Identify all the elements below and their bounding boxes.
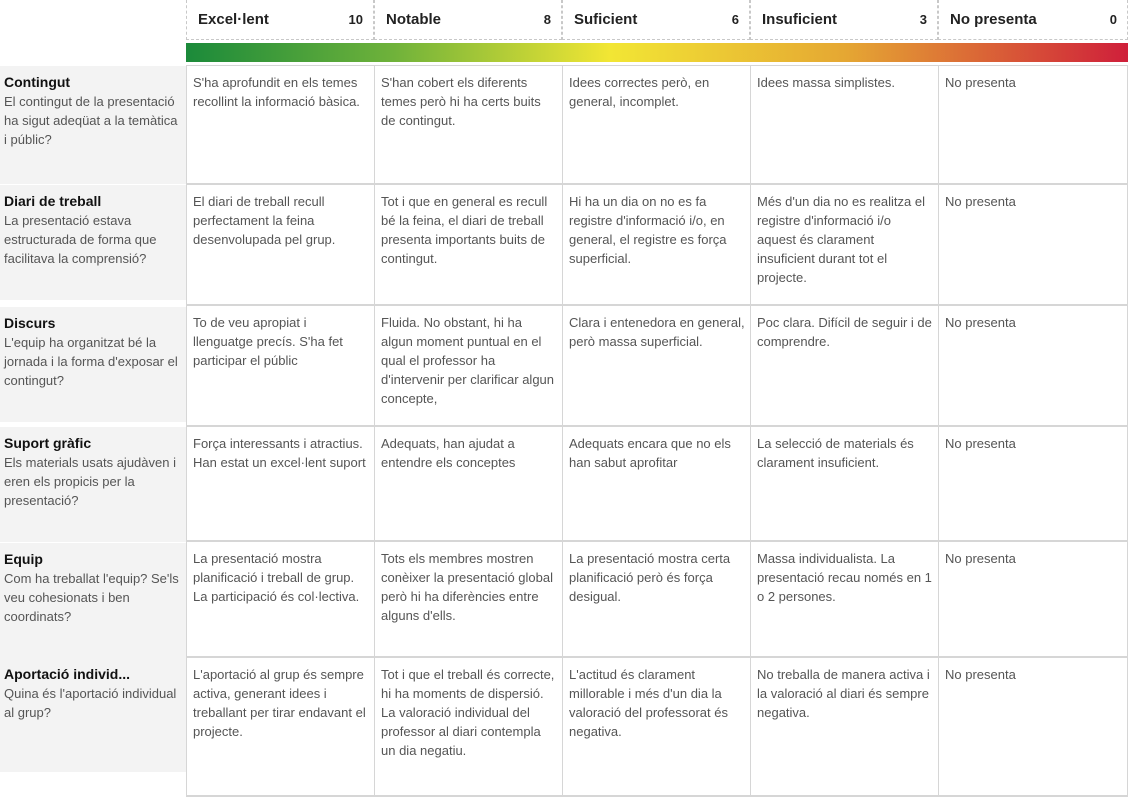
rubric-cell[interactable]: Adequats, han ajudat a entendre els conceptes: [374, 427, 562, 540]
rubric-cell[interactable]: Hi ha un dia on no es fa registre d'informació i/o, en general, el registre es força superficial.: [562, 185, 750, 304]
level-points: 8: [543, 12, 551, 27]
rubric-cell[interactable]: Idees correctes però, en general, incomplet.: [562, 66, 750, 183]
rubric-cell[interactable]: L'aportació al grup és sempre activa, generant idees i treballant per tirar endavant el projecte.: [186, 658, 374, 795]
rubric-cell[interactable]: Força interessants i atractius. Han estat un excel·lent suport: [186, 427, 374, 540]
rubric-cell[interactable]: S'han cobert els diferents temes però hi ha certs buits de contingut.: [374, 66, 562, 183]
level-label: Excel·lent: [198, 11, 269, 28]
level-header-notable: [374, 0, 562, 40]
rubric-cell[interactable]: No presenta: [938, 306, 1128, 425]
level-label: No presenta: [950, 11, 1037, 28]
criterion-row: [186, 427, 1128, 542]
level-points: 6: [731, 12, 739, 27]
rubric-cell[interactable]: La selecció de materials és clarament insuficient.: [750, 427, 938, 540]
level-header-excellent: [186, 0, 374, 40]
criterion-label-contingut: [0, 66, 186, 184]
criterion-title: Diari de treball: [4, 193, 102, 209]
rubric-cell[interactable]: L'actitud és clarament millorable i més d'un dia la valoració del professorat és negativa.: [562, 658, 750, 795]
criterion-row: [186, 542, 1128, 658]
rubric-cell[interactable]: No treballa de manera activa i la valoració al diari és sempre negativa.: [750, 658, 938, 795]
criterion-row: [186, 185, 1128, 306]
criterion-question: La presentació estava estructurada de forma que facilitava la comprensió?: [4, 213, 157, 266]
criterion-label-diari: [0, 185, 186, 300]
rubric-cell[interactable]: Massa individualista. La presentació recau només en 1 o 2 persones.: [750, 542, 938, 656]
rubric-cell[interactable]: Adequats encara que no els han sabut aprofitar: [562, 427, 750, 540]
level-points: 3: [919, 12, 927, 27]
level-points: 10: [348, 12, 363, 27]
criterion-label-aportacio: [0, 658, 186, 772]
rubric-cell[interactable]: Tot i que en general es recull bé la feina, el diari de treball presenta importants buits de contingut.: [374, 185, 562, 304]
rubric-cell[interactable]: Tot i que el treball és correcte, hi ha moments de dispersió. La valoració individual del professor al diari contempla un dia negatiu.: [374, 658, 562, 795]
rubric-cell[interactable]: No presenta: [938, 66, 1128, 183]
rubric-cell[interactable]: Fluida. No obstant, hi ha algun moment puntual en el qual el professor ha d'intervenir per clarificar algun concepte,: [374, 306, 562, 425]
criterion-title: Contingut: [4, 74, 71, 90]
rubric-cell[interactable]: No presenta: [938, 427, 1128, 540]
criterion-row: [186, 66, 1128, 185]
criterion-question: L'equip ha organitzat bé la jornada i la forma d'exposar el contingut?: [4, 335, 178, 388]
criterion-row: [186, 306, 1128, 427]
level-label: Insuficient: [762, 11, 838, 28]
criterion-row: [186, 658, 1128, 797]
rubric-cell[interactable]: Tots els membres mostren conèixer la presentació global però hi ha diferències entre alguns d'ells.: [374, 542, 562, 656]
rubric-cell[interactable]: No presenta: [938, 185, 1128, 304]
criterion-question: Quina és l'aportació individual al grup?: [4, 686, 177, 720]
level-points: 0: [1109, 12, 1117, 27]
criterion-question: Els materials usats ajudàven i eren els propicis per la presentació?: [4, 455, 176, 508]
rubric-cell[interactable]: Clara i entenedora en general, però massa superficial.: [562, 306, 750, 425]
criterion-label-discurs: [0, 307, 186, 422]
level-label: Notable: [386, 11, 442, 28]
level-header-suficient: [562, 0, 750, 40]
level-header-insuficient: [750, 0, 938, 40]
rubric-cell[interactable]: S'ha aprofundit en els temes recollint la informació bàsica.: [186, 66, 374, 183]
criterion-title: Discurs: [4, 315, 56, 331]
criterion-label-equip: [0, 543, 186, 658]
rubric-cell[interactable]: Poc clara. Difícil de seguir i de comprendre.: [750, 306, 938, 425]
criterion-label-suport-grafic: [0, 427, 186, 542]
rubric-cell[interactable]: La presentació mostra planificació i treball de grup. La participació és col·lectiva.: [186, 542, 374, 656]
rubric-cell[interactable]: Idees massa simplistes.: [750, 66, 938, 183]
rubric-cell[interactable]: Més d'un dia no es realitza el registre d'informació i/o aquest és clarament insuficient durant tot el projecte.: [750, 185, 938, 304]
rubric-cell[interactable]: No presenta: [938, 542, 1128, 656]
criterion-question: El contingut de la presentació ha sigut adeqüat a la temàtica i públic?: [4, 94, 178, 147]
rubric-cell[interactable]: La presentació mostra certa planificació però és força desigual.: [562, 542, 750, 656]
level-label: Suficient: [574, 11, 638, 28]
score-gradient-bar: [186, 43, 1128, 62]
criterion-title: Suport gràfic: [4, 435, 92, 451]
criterion-title: Equip: [4, 551, 43, 567]
criterion-question: Com ha treballat l'equip? Se'ls veu cohesionats i ben coordinats?: [4, 571, 179, 624]
rubric-cell[interactable]: No presenta: [938, 658, 1128, 795]
rubric-cell[interactable]: To de veu apropiat i llenguatge precís. S'ha fet participar el públic: [186, 306, 374, 425]
rubric-cell[interactable]: El diari de treball recull perfectament la feina desenvolupada pel grup.: [186, 185, 374, 304]
level-header-no-presenta: [938, 0, 1128, 40]
criterion-title: Aportació individ...: [4, 666, 131, 682]
